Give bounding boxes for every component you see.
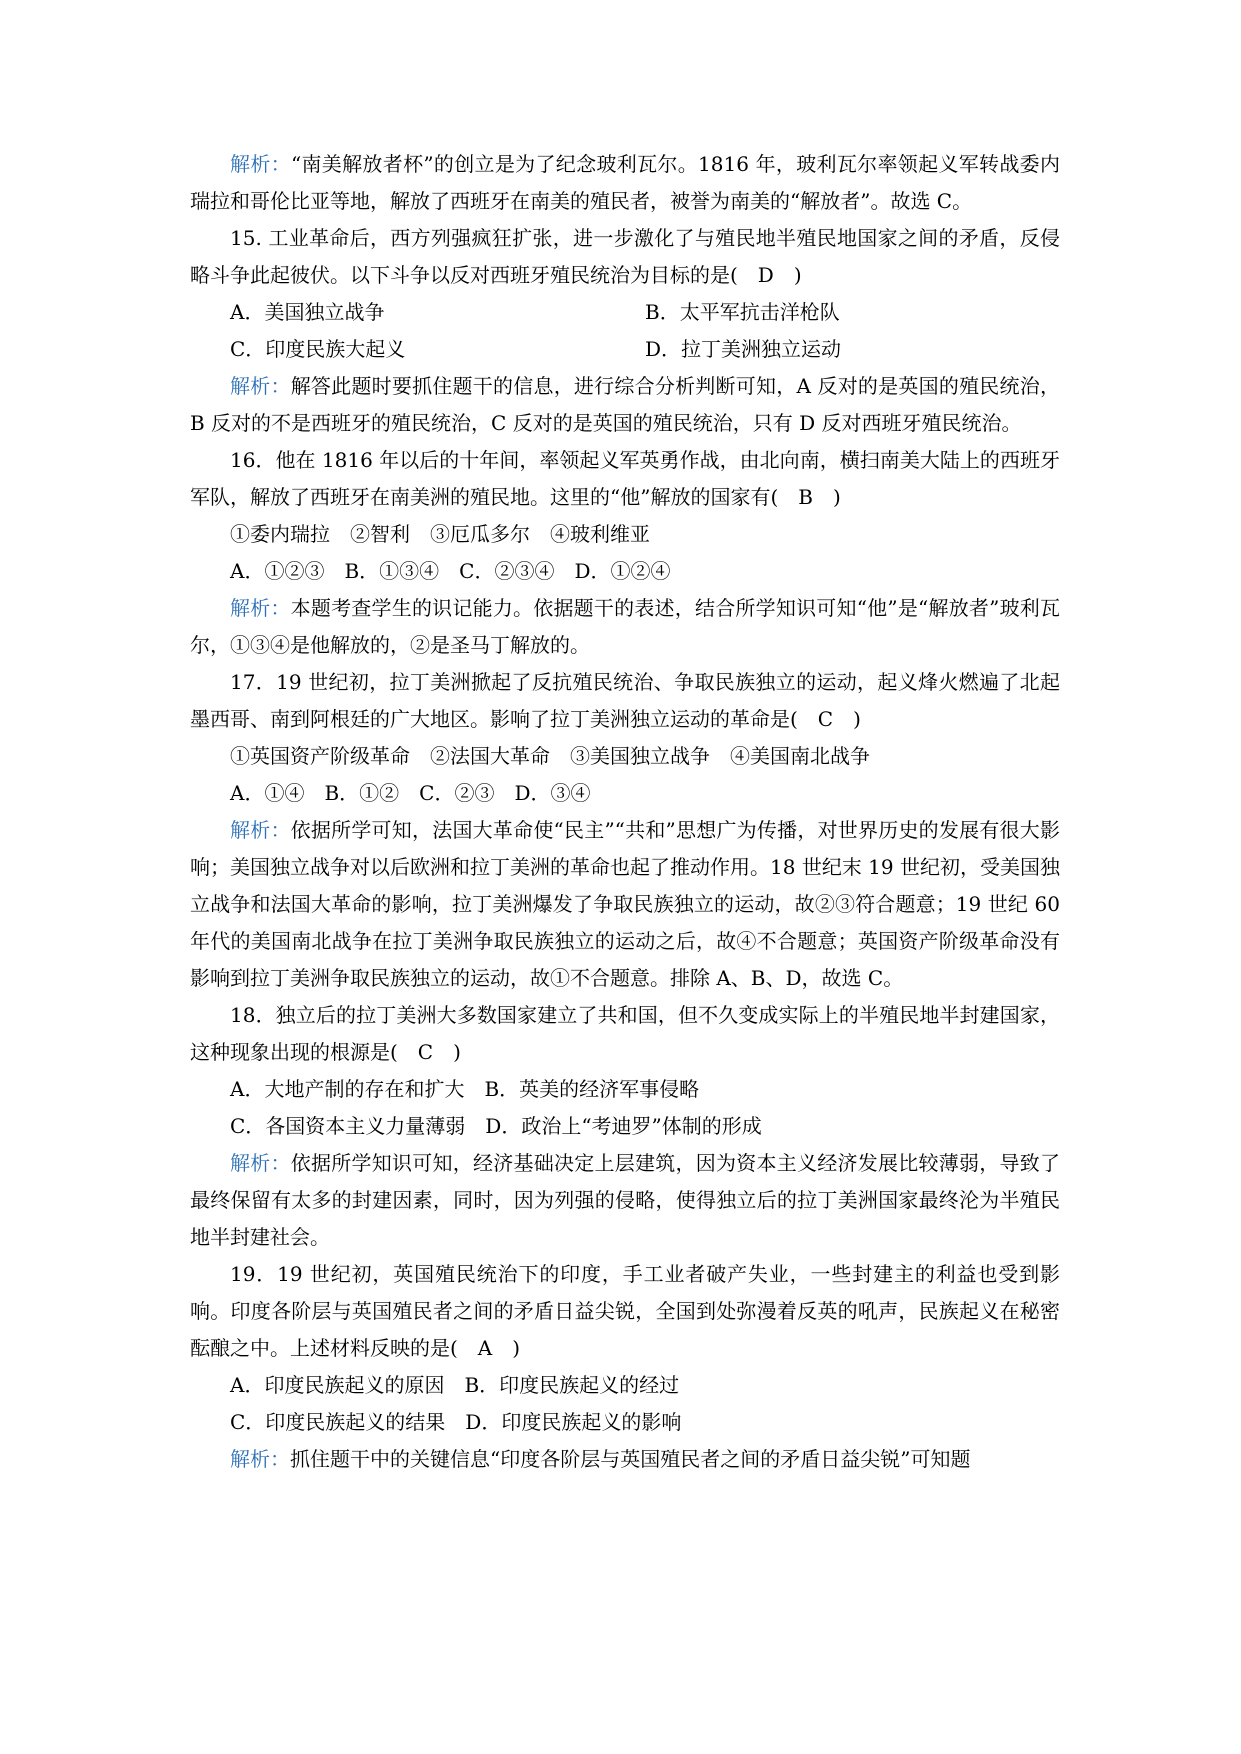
- analysis-paragraph: [190, 1145, 1060, 1256]
- analysis-text: 抓住题干中的关键信息“印度各阶层与英国殖民者之间的矛盾日益尖锐”可知题: [290, 1447, 971, 1471]
- analysis-label: 解析：: [230, 152, 291, 176]
- analysis-paragraph: [190, 590, 1060, 664]
- document-page: [190, 146, 1060, 1478]
- option-line: A．①②③ B．①③④ C．②③④ D．①②④: [230, 559, 671, 583]
- analysis-paragraph: [190, 812, 1060, 997]
- option-line: C．印度民族起义的结果 D．印度民族起义的影响: [230, 1410, 682, 1434]
- option-line: A．①④ B．①② C．②③ D．③④: [230, 781, 591, 805]
- option-right: D．拉丁美洲独立运动: [645, 337, 842, 361]
- option-left: A．美国独立战争: [230, 300, 385, 324]
- question-stem: 17．19 世纪初，拉丁美洲掀起了反抗殖民统治、争取民族独立的运动，起义烽火燃遍了北起墨西哥、南到阿根廷的广大地区。影响了拉丁美洲独立运动的革命是( C ): [190, 670, 1060, 731]
- analysis-paragraph: [190, 146, 1060, 220]
- answer-options-row: [190, 294, 1060, 331]
- analysis-text: 依据所学可知，法国大革命使“民主”“共和”思想广为传播，对世界历史的发展有很大影响；美国独立战争对以后欧洲和拉丁美洲的革命也起了推动作用。18 世纪末 19 世纪初，受美国独立战争和法国大革命的影响，拉丁美洲爆发了争取民族独立的运动，故②③符合题意；19 世纪 60 年代的美国南北战争在拉丁美洲争取民族独立的运动之后，故④不合题意；英国资产阶级革命没有影响到拉丁美洲争取民族独立的运动，故①不合题意。排除 A、B、D，故选 C。: [190, 818, 1060, 990]
- analysis-label: 解析：: [230, 1447, 290, 1471]
- analysis-paragraph: [190, 368, 1060, 442]
- analysis-paragraph: [190, 1441, 1060, 1478]
- option-line: A．印度民族起义的原因 B．印度民族起义的经过: [230, 1373, 680, 1397]
- analysis-text: 解答此题时要抓住题干的信息，进行综合分析判断可知，A 反对的是英国的殖民统治，B 反对的不是西班牙的殖民统治，C 反对的是英国的殖民统治，只有 D 反对西班牙殖民统治。: [190, 374, 1061, 435]
- question-stem: 16．他在 1816 年以后的十年间，率领起义军英勇作战，由北向南，横扫南美大陆上的西班牙军队，解放了西班牙在南美洲的殖民地。这里的“他”解放的国家有( B ): [190, 448, 1060, 509]
- question-stem: 19．19 世纪初，英国殖民统治下的印度，手工业者破产失业，一些封建主的利益也受到影响。印度各阶层与英国殖民者之间的矛盾日益尖锐，全国到处弥漫着反英的吼声，民族起义在秘密酝酿之中。上述材料反映的是( A ): [190, 1262, 1060, 1360]
- option-left: C．印度民族大起义: [230, 337, 406, 361]
- analysis-text: 本题考查学生的识记能力。依据题干的表述，结合所学知识可知“他”是“解放者”玻利瓦尔，①③④是他解放的，②是圣马丁解放的。: [190, 596, 1060, 657]
- question-stem: 18．独立后的拉丁美洲大多数国家建立了共和国，但不久变成实际上的半殖民地半封建国家，这种现象出现的根源是( C ): [190, 1003, 1060, 1064]
- analysis-text: “南美解放者杯”的创立是为了纪念玻利瓦尔。1816 年，玻利瓦尔率领起义军转战委内瑞拉和哥伦比亚等地，解放了西班牙在南美的殖民者，被誉为南美的“解放者”。故选 C。: [190, 152, 1060, 213]
- analysis-label: 解析：: [230, 818, 291, 842]
- option-line: ①委内瑞拉 ②智利 ③厄瓜多尔 ④玻利维亚: [230, 522, 650, 546]
- option-right: B．太平军抗击洋枪队: [645, 300, 840, 324]
- analysis-label: 解析：: [230, 596, 291, 620]
- analysis-text: 依据所学知识可知，经济基础决定上层建筑，因为资本主义经济发展比较薄弱，导致了最终保留有太多的封建因素，同时，因为列强的侵略，使得独立后的拉丁美洲国家最终沦为半殖民地半封建社会。: [190, 1151, 1060, 1249]
- answer-options-row: [190, 331, 1060, 368]
- option-line: C．各国资本主义力量薄弱 D．政治上“考迪罗”体制的形成: [230, 1114, 762, 1138]
- option-line: A．大地产制的存在和扩大 B．英美的经济军事侵略: [230, 1077, 700, 1101]
- analysis-label: 解析：: [230, 374, 291, 398]
- question-stem: 15. 工业革命后，西方列强疯狂扩张，进一步激化了与殖民地半殖民地国家之间的矛盾，反侵略斗争此起彼伏。以下斗争以反对西班牙殖民统治为目标的是( D ): [190, 226, 1060, 287]
- option-line: ①英国资产阶级革命 ②法国大革命 ③美国独立战争 ④美国南北战争: [230, 744, 870, 768]
- analysis-label: 解析：: [230, 1151, 291, 1175]
